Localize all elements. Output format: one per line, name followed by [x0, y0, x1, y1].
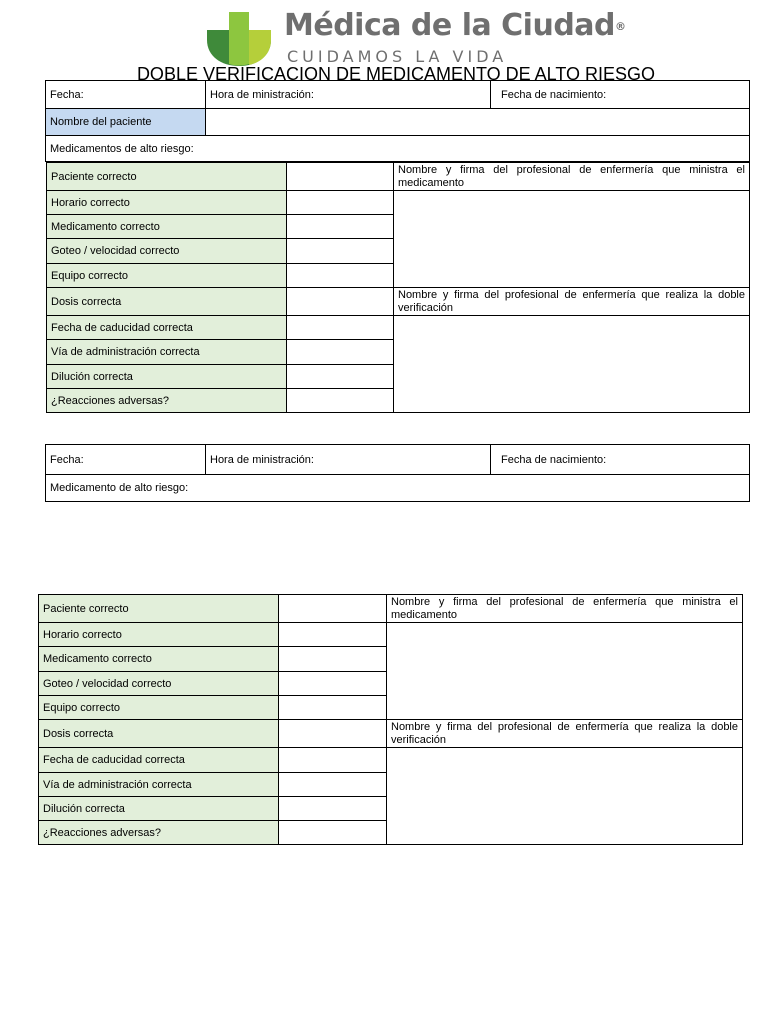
form2-medicamento-field[interactable]: [46, 475, 750, 502]
form2-check-label: ¿Reacciones adversas?: [39, 821, 279, 845]
form2-check-field[interactable]: [279, 696, 387, 720]
form2-check-field[interactable]: [279, 595, 387, 623]
form2-nacimiento-field[interactable]: [491, 445, 750, 475]
medicamentos-label: Medicamentos de alto riesgo:: [50, 142, 194, 155]
fecha-label: Fecha:: [50, 453, 84, 466]
form1-check-label: Paciente correcto: [47, 163, 287, 191]
form1-nacimiento-field[interactable]: [491, 81, 750, 109]
form2-check-label: Fecha de caducidad correcta: [39, 748, 279, 773]
form1-check-label: Equipo correcto: [47, 264, 287, 288]
medicamento-label: Medicamento de alto riesgo:: [50, 482, 189, 494]
form2-checklist-table: [38, 594, 743, 845]
form1-check-field[interactable]: [287, 191, 394, 215]
form1-check-label: Medicamento correcto: [47, 215, 287, 239]
logo-cross-icon: [205, 10, 273, 66]
form2-check-label: Dosis correcta: [39, 720, 279, 748]
form2-check-field[interactable]: [279, 623, 387, 647]
form1-check-label: ¿Reacciones adversas?: [47, 389, 287, 413]
form2-check-field[interactable]: [279, 647, 387, 672]
form1-check-label: Vía de administración correcta: [47, 340, 287, 365]
form1-checklist-table: [46, 162, 750, 413]
form2-sig-verifica-box[interactable]: [387, 748, 743, 845]
form2-sig-verifica-label: Nombre y firma del profesional de enfermería que realiza la doble verificación: [387, 720, 743, 748]
form1-check-label: Dilución correcta: [47, 365, 287, 389]
form2-sig-ministra-box[interactable]: [387, 623, 743, 720]
form1-medicamentos-field[interactable]: [46, 136, 750, 162]
form1-paciente-field[interactable]: [206, 109, 750, 136]
nacimiento-label: Fecha de nacimiento:: [501, 453, 607, 466]
form1-check-label: Horario correcto: [47, 191, 287, 215]
form2-check-field[interactable]: [279, 797, 387, 821]
form1-check-label: Dosis correcta: [47, 288, 287, 316]
nacimiento-label: Fecha de nacimiento:: [501, 88, 607, 101]
form1-check-field[interactable]: [287, 239, 394, 264]
form1-check-label: Goteo / velocidad correcto: [47, 239, 287, 264]
form1-check-field[interactable]: [287, 365, 394, 389]
logo-name: Médica de la Ciudad®: [284, 8, 626, 43]
form2-check-label: Dilución correcta: [39, 797, 279, 821]
form2-header-table: [45, 444, 750, 502]
fecha-label: Fecha:: [50, 88, 84, 101]
form1-sig-ministra-box[interactable]: [394, 191, 750, 288]
form1-paciente-label: Nombre del paciente: [46, 109, 206, 136]
form2-hora-field[interactable]: [206, 445, 491, 475]
form2-sig-ministra-label: Nombre y firma del profesional de enfermería que ministra el medicamento: [387, 595, 743, 623]
form2-check-field[interactable]: [279, 773, 387, 797]
hora-label: Hora de ministración:: [210, 453, 314, 466]
form1-check-field[interactable]: [287, 389, 394, 413]
form2-check-label: Equipo correcto: [39, 696, 279, 720]
form1-sig-verifica-label: Nombre y firma del profesional de enfermería que realiza la doble verificación: [394, 288, 750, 316]
form1-check-field[interactable]: [287, 288, 394, 316]
form2-check-label: Goteo / velocidad correcto: [39, 672, 279, 696]
form1-check-field[interactable]: [287, 163, 394, 191]
form2-check-field[interactable]: [279, 821, 387, 845]
form1-fecha-field[interactable]: [46, 81, 206, 109]
form2-check-field[interactable]: [279, 672, 387, 696]
form1-check-label: Fecha de caducidad correcta: [47, 316, 287, 340]
form1-check-field[interactable]: [287, 264, 394, 288]
form2-check-field[interactable]: [279, 748, 387, 773]
form1-check-field[interactable]: [287, 340, 394, 365]
form2-check-label: Paciente correcto: [39, 595, 279, 623]
hora-label: Hora de ministración:: [210, 88, 314, 101]
form2-check-field[interactable]: [279, 720, 387, 748]
form1-check-field[interactable]: [287, 316, 394, 340]
form2-check-label: Medicamento correcto: [39, 647, 279, 672]
form1-header-table: [45, 80, 750, 162]
form1-sig-ministra-label: Nombre y firma del profesional de enfermería que ministra el medicamento: [394, 163, 750, 191]
logo-tagline: CUIDAMOS LA VIDA: [287, 47, 508, 66]
form2-fecha-field[interactable]: [46, 445, 206, 475]
form2-check-label: Vía de administración correcta: [39, 773, 279, 797]
form2-check-label: Horario correcto: [39, 623, 279, 647]
form1-hora-field[interactable]: [206, 81, 491, 109]
form1-check-field[interactable]: [287, 215, 394, 239]
document-title: DOBLE VERIFICACION DE MEDICAMENTO DE ALTO RIESGO: [136, 64, 656, 84]
form1-sig-verifica-box[interactable]: [394, 316, 750, 413]
